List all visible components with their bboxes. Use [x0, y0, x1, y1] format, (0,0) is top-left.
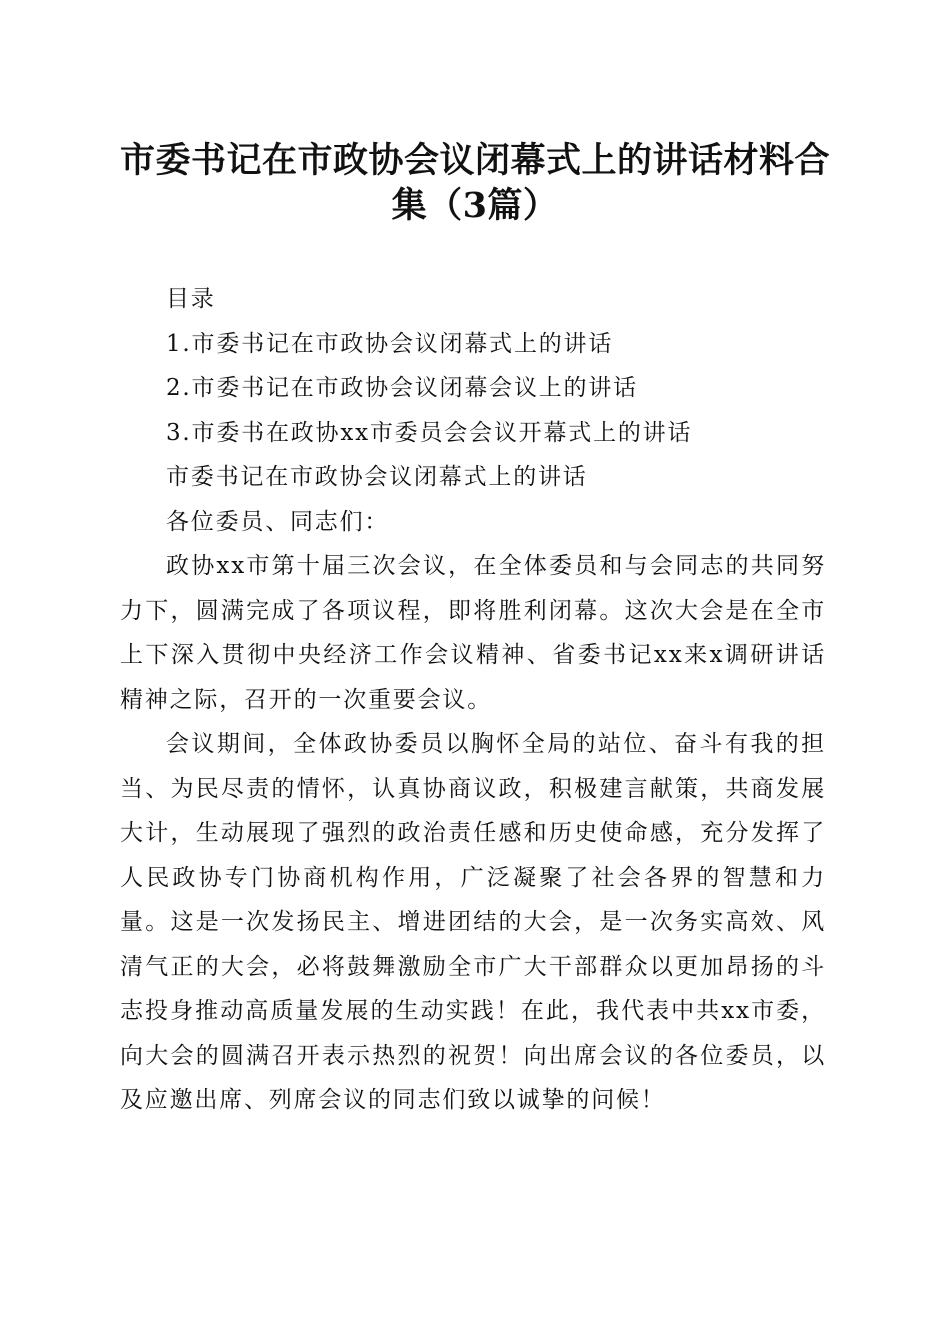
- salutation: 各位委员、同志们：: [166, 508, 390, 535]
- title-line-2: 集（3篇）: [391, 185, 559, 226]
- toc-item-3: 3.市委书在政协xx市委员会会议开幕式上的讲话: [166, 419, 693, 446]
- title-line-1: 市委书记在市政协会议闭幕式上的讲话材料合: [119, 140, 830, 181]
- document-body: [120, 277, 826, 1123]
- section-title: 市委书记在市政协会议闭幕式上的讲话: [166, 464, 588, 490]
- toc-item-2: 2.市委书记在市政协会议闭幕会议上的讲话: [166, 375, 638, 401]
- paragraph-1: 政协xx市第十届三次会议，在全体委员和与会同志的共同努力下，圆满完成了各项议程，即将胜利闭幕。这次大会是在全市上下深入贯彻中央经济工作会议精神、省委书记xx来x调研讲话精神之际，召开的一次重要会议。: [120, 553, 826, 713]
- toc-item-1: 1.市委书记在市政协会议闭幕式上的讲话: [166, 330, 614, 357]
- paragraph-2: 会议期间，全体政协委员以胸怀全局的站位、奋斗有我的担当、为民尽责的情怀，认真协商议政，积极建言献策，共商发展大计，生动展现了强烈的政治责任感和历史使命感，充分发挥了人民政协专门协商机构作用，广泛凝聚了社会各界的智慧和力量。这是一次发扬民主、增进团结的大会，是一次务实高效、风清气正的大会，必将鼓舞激励全市广大干部群众以更加昂扬的斗志投身推动高质量发展的生动实践！在此，我代表中共xx市委，向大会的圆满召开表示热烈的祝贺！向出席会议的各位委员，以及应邀出席、列席会议的同志们致以诚挚的问候！: [120, 731, 826, 1113]
- toc-heading: 目录: [166, 286, 216, 312]
- document-title: [110, 138, 840, 228]
